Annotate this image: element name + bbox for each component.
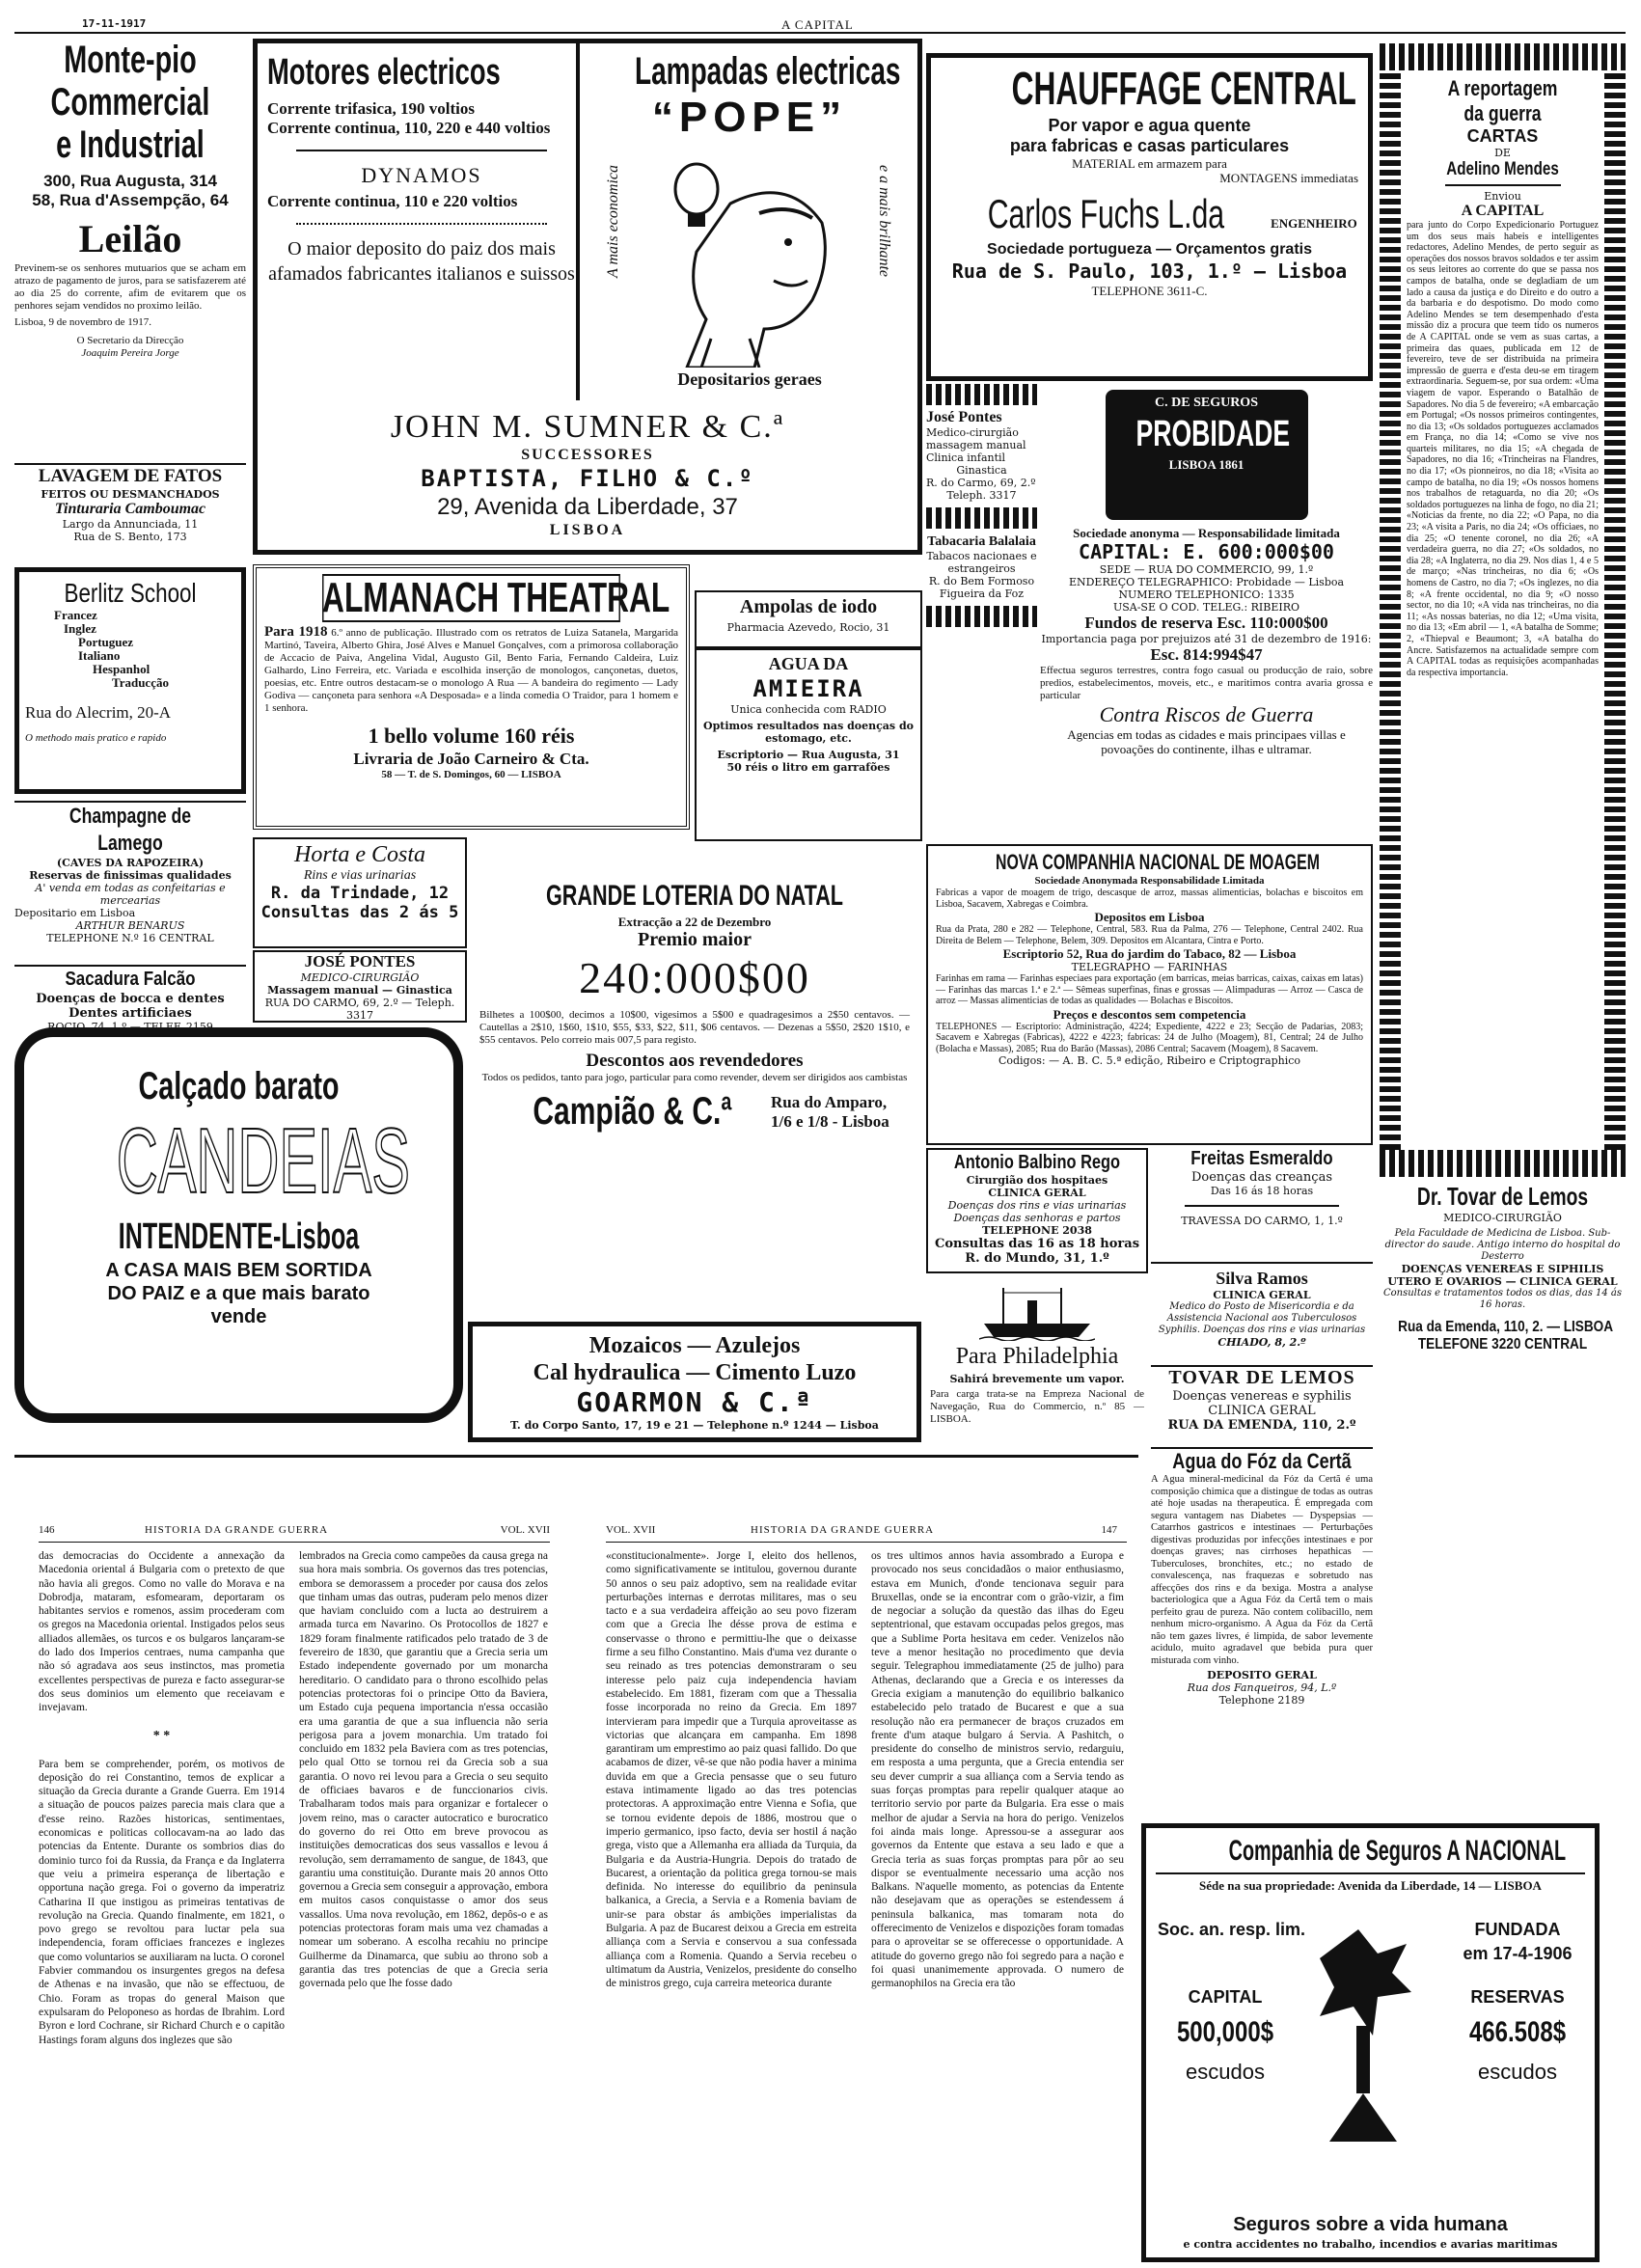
montepio-addr-2: 58, Rua d'Assempção, 64 (32, 191, 229, 209)
berlitz-note: O methodo mais pratico e rapido (25, 732, 167, 744)
book-left-col1-text: das democracias do Occidente a annexação da Macedonia oriental á Bulgaria com o pretexto de que não havia ali gregos. Como no valle do Morava e na Dobrodja, mataram, esfomearam, deportaram os habitantes servios e romenos, assim procederam com os gregos na Macedonia oriental. Instigados pelos seus alliados allemães, os turcos e os bulgaros lançaram-se do lado dos Imperios centraes, numa campanha que não só agradava aos seus instinctos, mas prometia excellentes perspectivas de pureza e facto assegurar-se dos seus dominios um elemento que receiavam e invejavam. (39, 1550, 285, 1714)
montepio-title-2: Commercial (50, 81, 210, 123)
probidade-l4: NUMERO TELEPHONICO: 1335 (1118, 588, 1295, 601)
berlitz-lang-2: Inglez (64, 621, 96, 636)
calcado-l6: vende (210, 1306, 267, 1327)
loteria-text: Bilhetes a 100$00, decimos a 10$00, vigesimos a 5$00 e quadragesimos a 2$50 centavos. — Cautellas a 2$10, 1$60, 1$10, $55, $33, $22, $11, $06 centavos. — Dezenas a 5$50, 2$20 1$10, e $55 centavos. Pelo correio mais 007,5 para registo. (479, 1009, 910, 1046)
tovar2-tel: TELEFONE 3220 CENTRAL (1417, 1336, 1588, 1353)
silva-ad (1151, 1269, 1373, 1365)
agua-text: A Agua mineral-medicinal da Fóz da Certã é uma composição chimica que a distingue de todas as outras até hoje usadas na therapeutica. É empregada com segura vantagem nas Diabetes — Dyspepsias — Catarrhos gastricos e intestinaes — Perturbações digestivas produzidas por infecções intestinaes e por doenças graves; nas cirrhoses hepathicas — Tuberculoses, bronchites, etc.; no estado de convalescença, nas fraquezas e sobretudo nas affecções dos rins e da bexiga. Mostra a analyse bacteriologica que a Agua Fóz da Certã tem o mais perfeito grau de pureza. Não contem colibacillo, nem nenhum micro-organismo. A Agua da Fóz da Certã não tem gazes livres, é limpida, de sabor levemente acidulo, muito agradavel que bebida pura quer misturada com vinho. (1151, 1474, 1373, 1666)
nacional-title: Companhia de Seguros A NACIONAL (1228, 1835, 1567, 1867)
pontes-addr: R. do Carmo, 69, 2.º (926, 477, 1036, 489)
book-left-header (39, 1524, 550, 1537)
berlitz-lang-1: Francez (54, 608, 97, 622)
almanach-text: 6.º anno de publicação. Illustrado com os retratos de Luiza Satanela, Margarida Martinó, Taveira, Alberto Ghira, José Alves e Manuel Gonçalves, com a primorosa collaboração de Accacio de Paiva, Angelina Vidal, Augusto Gil, Bento Faria, Fernando Caldeira, Luiz Galhardo, Lino Ferreira, etc. Variada e escolhida inserção de monologos, cançonetas, duetos, poesias, etc. Entre outros destacam-se o monologo A Rua — A bandeira do regimento — Lady Godiva — cançoneta para senhora «A Desposada» e a linda comedia O Traidor, para 1 homem e 1 senhora. (264, 627, 678, 714)
page-header (39, 17, 1601, 33)
nacional-fund-2: em 17-4-1906 (1463, 1944, 1573, 1963)
tovar2-l5: Consultas e tratamentos todos os dias, das 14 ás 16 horas. (1382, 1288, 1623, 1310)
montepio-place: Lisboa, 9 de novembro de 1917. (14, 316, 152, 328)
chauffage-name: Carlos Fuchs L.da (988, 191, 1225, 236)
lampadas-vertical-1: A mais economica (605, 165, 621, 279)
book-left-rule (39, 1542, 550, 1543)
reportagem-text: para junto do Corpo Expedicionario Portuguez um dos seus mais habeis e intelligentes redactores, Adelino Mendes, de perto seguir as operações dos nossos bravos soldados e ter assim os seus leitores ao corrente do que se passa nos campos de batalha, onde se degladiam de um lado a causa da justiça e do Direito e do outro a da barbaria e do despotismo. Do modo como Adelino Mendes se tem desempenhado d'esta missão diz a procura que teem tido os numeros de A CAPITAL onde se vem as suas cartas, a primeira das quaes, publicada em 12 de fevereiro, teve de ser distribuida na primeira impressão de guerra e d'esta deu-se em tiragem extraordinaria. Seguem-se, por sua ordem: «Uma viagem de vapor. Esperando o Batalhão de Sapadores. No dia 5 de fevereiro; «A embarcação em Portugal; «Os nossos primeiros contingentes, no dia 13; «Os soldados portuguezes acclamados em França, no dia 14; «Como se vive nos quarteis militares, no dia 15; «A chegada de Sapadores, no dia 16; «Trincheiras na Flandres, no dia 17; «Os pionneiros, no dia 18; «Visita ao campo de batalha, no dia 19; «Os nossos homens nos trabalhos de retaguarda, no dia 20; «Os soldados portuguezes na linha de fogo, no dia 21; «Noticias da frente, no dia 22; «O Papa, no dia 23; «A visita a Paris, no dia 24; «Os officiaes, no dia 25; «O tenente coronel, no dia 26; «A verdadeira guerra, no dia 27; «Os soldados, no dia 28; «A Inglaterra, no dia 29. Nos dias 1, 4 e 5 de março; «Nas trincheiras, no dia 6; «Os homens de Castro, no dia 7; «Os inglezes, no dia 8; «A frente occidental, no dia 9; «O nosso sector, no dia 10; «A vida nas trincheiras, no dia 11; «As nossas baterias, no dia 12; «Uma visita, no dia 13; «Em abril — 1, «A batalha de Somme; 2, «Thiepval e Beaumont; 3, «A batalha do Ancre. Satisfazemos na actualidade sempre com A CAPITAL todas as requisições acompanhadas da respectiva importancia. (1407, 220, 1599, 678)
moagem-l2: Rua da Prata, 280 e 282 — Telephone, Central, 583. Rua da Palma, 276 — Telephone, Central 2402. Rua Direita de Belem — Telephone, Belem, 309. Depositos em Alcantara, Cintra e Porto. (936, 924, 1363, 946)
reportagem-l2: da guerra (1463, 101, 1542, 125)
probidade-l7: Effectua seguros terrestres, contra fogo casual ou producção de raio, sobre predios, estabelecimentos, moveis, etc., e maritimos contra avaria grossa e particular (1040, 665, 1373, 701)
tabacaria-border-bottom (926, 606, 1037, 627)
motores-l2: Corrente continua, 110, 220 e 440 voltios (267, 119, 551, 137)
book-left-page: 146 (39, 1524, 55, 1536)
ship-illustration (979, 1283, 1095, 1341)
champagne-l1: Reservas de finissimas qualidades (29, 869, 232, 882)
reportagem-border-top (1380, 43, 1626, 70)
moagem-precos: Preços e descontos sem competencia (1053, 1006, 1246, 1022)
horta-ad (253, 837, 467, 948)
moagem-l3: Farinhas em rama — Farinhas especiaes para exportação (em barricas, meias barricas, caixas, caixas em latas) — Farinhas das marcas 1.ª e 2.ª — Sêmeas superfinas, finas e grossas — Alimpaduras — Arroz — Casca de arroz — Massas alimenticias de todas as qualidades — Bolachas e Biscoitos. (936, 973, 1363, 1006)
motores-deposito: O maior deposito do paiz dos mais afamados fabricantes italianos e suissos (268, 238, 575, 285)
sumner-title: JOHN M. SUMNER & C.ª (390, 409, 785, 445)
silva-l4: CHIADO, 8, 2.º (1217, 1336, 1306, 1349)
book-left-col1 (39, 1549, 285, 2254)
moagem-l5: Codigos: — A. B. C. 5.ª edição, Ribeiro e Criptographico (998, 1054, 1301, 1067)
book-left-col2 (299, 1549, 548, 2254)
champagne-l2: A' venda em todas as confeitarias e mercearias (35, 882, 226, 907)
mozaicos-ad (468, 1322, 921, 1442)
motores-l3: Corrente continua, 110 e 220 voltios (267, 192, 518, 210)
probidade-l5: USA-SE O COD. TELEG.: RIBEIRO (1112, 601, 1300, 614)
agua-ad (1151, 1447, 1373, 1794)
page-divider (14, 1455, 1138, 1458)
tovar1-l1: Doenças venereas e syphilis (1172, 1389, 1352, 1404)
chauffage-l2: para fabricas e casas particulares (1009, 136, 1290, 155)
montepio-sign-1: O Secretario da Direcção (76, 335, 184, 346)
agua-tel: Telephone 2189 (1218, 1694, 1305, 1707)
agua-addr: Rua dos Fanqueiros, 94, L.º (1187, 1681, 1337, 1694)
tabacaria-l3: Figueira da Foz (939, 587, 1025, 600)
probidade-city: LISBOA (1168, 457, 1217, 472)
book-left-stars: * * (152, 1728, 171, 1743)
probidade-cap: CAPITAL: E. 600:000$00 (1079, 540, 1334, 563)
loteria-addr-1: Rua do Amparo, (771, 1092, 888, 1111)
pontes-l2: massagem manual (926, 439, 1026, 451)
silva-name: Silva Ramos (1216, 1269, 1308, 1288)
ampolas-title: Ampolas de iodo (739, 596, 878, 617)
loteria-l2: Premio maior (638, 929, 752, 950)
montepio-addr-1: 300, Rua Augusta, 314 (43, 172, 217, 190)
freitas-name: Freitas Esmeraldo (1190, 1148, 1333, 1169)
horta-l3: Consultas das 2 ás 5 (260, 903, 459, 922)
freitas-rule (1185, 1205, 1339, 1207)
book-page-left (39, 1524, 550, 2257)
header-date: 17-11-1917 (82, 17, 147, 30)
chauffage-l1: Por vapor e agua quente (1048, 116, 1251, 135)
philadelphia-ad (926, 1278, 1148, 1452)
chauffage-eng: ENGENHEIRO (1271, 216, 1357, 231)
lavagem-addr-2: Rua de S. Bento, 173 (73, 531, 187, 543)
montepio-title-3: e Industrial (56, 123, 205, 166)
berlitz-lang-5: Hespanhol (93, 662, 150, 676)
book-right-title: HISTORIA DA GRANDE GUERRA (751, 1524, 935, 1536)
nacional-cap: CAPITAL (1188, 1987, 1263, 2007)
chauffage-tel: TELEPHONE 3611-C. (1091, 284, 1208, 298)
almanach-ad (253, 564, 690, 830)
almanach-shop: Livraria de João Carneiro & Cta. (353, 750, 589, 768)
chauffage-l4: MONTAGENS immediatas (1219, 171, 1358, 185)
nacional-fund-1: FUNDADA (1474, 1920, 1561, 1939)
nacional-capu: escudos (1186, 2060, 1265, 2084)
chauffage-addr: Rua de S. Paulo, 103, 1.º — Lisboa (951, 260, 1348, 283)
book-left-col2-text: lembrados na Grecia como campeões da causa grega na sua hora mais sombria. Os governos das tres potencias, embora se demorassem a proceder por causa dos zelos que tinham umas das outras, puderam pelo menos dizer que haviam concluido com a lucta ao destruirem a armada turca em Navarino. Os Protocollos de 1827 e 1829 foram finalmente ratificados pelo tratado de 3 de fevereiro de 1830, que garantiu que a Grecia seria um Estado independente governado por um monarcha hereditario. O candidato para o throno escolhido pelas potencias protectoras foi o principe Otto da Baviera, um Estado cuja pequena importancia n'essa occasião era uma garantia de que a sua influencia não seria perigosa para a jovem monarchia. Um tratado foi concluido em 1832 pela Baviera com as tres potencias, pelo qual Otto se tornou rei da Grecia sob a sua garantia. O novo rei levou para a Grecia o seu sequito de officiaes bavaros e de funccionarios civis. Trabalharam todos mais para organizar e fortalecer o jovem reino, mas o caracter autocratico e burocratico do governo do rei Otto em breve provocou as instituições democraticas dos seus vassallos e levou á revolução, sem derramamento de sangue, de 1843, que garantiu uma constituição. Durante mais 20 annos Otto governou a Grecia sem conseguir a approvação, embora em muitos casos conquistasse o amor dos seus vassallos. Uma nova revolução, em 1862, depôs-o e as potencias protectoras foram mais uma vez chamadas a nomear um soberano. A escolha recahiu no principe Guilherme da Dinamarca, que subiu ao throno sob a garantia das tres potencias de que a Grecia seria governada pelo que lhe fosse dado (299, 1550, 548, 1990)
moagem-ad (926, 844, 1373, 1145)
pontes-l4: Ginastica (956, 464, 1007, 477)
tovar2-l4: UTERO E OVARIOS — CLINICA GERAL (1387, 1275, 1618, 1288)
probidade-esc: Esc. 814:994$47 (1150, 645, 1263, 664)
almanach-addr: 58 — T. de S. Domingos, 60 — LISBOA (381, 769, 561, 780)
reportagem-border-right (1604, 70, 1626, 1150)
nacional-l1: Seguros sobre a vida humana (1233, 2214, 1508, 2235)
berlitz-addr: Rua do Alecrim, 20-A (25, 703, 172, 722)
montepio-title-1: Monte-pio (64, 39, 197, 81)
lavagem-addr-1: Largo da Annunciada, 11 (62, 518, 199, 531)
champagne-l4: ARTHUR BENARUS (75, 919, 185, 932)
tovar1-name: TOVAR DE LEMOS (1168, 1367, 1355, 1388)
amieira-l4: 50 réis o litro em garrafões (726, 761, 890, 774)
reportagem-content (1407, 76, 1599, 1147)
sumner-name-block (258, 408, 917, 539)
reportagem-border-bottom (1380, 1150, 1626, 1177)
almanach-title: ALMANACH THEATRAL (322, 574, 670, 621)
tovar1-addr: RUA DA EMENDA, 110, 2.º (1167, 1418, 1356, 1433)
amieira-ad (695, 648, 922, 841)
balbino-l5: Consultas das 16 as 18 horas (934, 1237, 1140, 1251)
mozaicos-l1: Mozaicos — Azulejos (588, 1333, 801, 1358)
montepio-sign-2: Joaquim Pereira Jorge (81, 347, 179, 359)
book-left-title: HISTORIA DA GRANDE GUERRA (145, 1524, 329, 1536)
reportagem-rule (1445, 184, 1561, 186)
moagem-esc: Escriptorio 52, Rua do jardim do Tabaco, 82 — Lisboa (1002, 946, 1297, 961)
balbino-l1: Cirurgião dos hospitaes (966, 1174, 1108, 1187)
philadelphia-l1: Sahirá brevemente um vapor. (949, 1373, 1125, 1385)
loteria-l1: Extracção a 22 de Dezembro (617, 915, 772, 929)
agua-dep: DEPOSITO GERAL (1207, 1669, 1317, 1681)
horta-title: Horta e Costa (293, 842, 425, 867)
motores-block (267, 51, 576, 398)
lampadas-block (586, 49, 914, 401)
philadelphia-l2: Para carga trata-se na Empreza Nacional de Navegação, Rua do Commercio, n.º 85 — LISBOA. (930, 1388, 1144, 1425)
horta-l2: R. da Trindade, 12 (270, 884, 450, 903)
probidade-l3: ENDEREÇO TELEGRAPHICO: Probidade — Lisboa (1068, 576, 1345, 588)
pontes2-l1: MEDICO-CIRURGIÃO (300, 971, 420, 984)
moagem-l4: TELEPHONES — Escriptorio: Administração, 4224; Expediente, 4222 e 23; Secção de Padarias, 2083; Sacavem e Xabregas (Fabricas), 4222 e 4223; fabricas: 24 de Julho (Moagem), 81, Central; 24 de Julho (Bolacha e Massas), 2085; Rua do Barão (Massas), 2086 Central; Sacavem (Moagem), 8 Sacavem. (936, 1021, 1363, 1054)
pontes-border-top (926, 384, 1037, 405)
montepio-text: Previnem-se os senhores mutuarios que se acham em atrazo de pagamento de juros, para se satisfazerem até ao dia 25 do corrente, afim de evitarem que os penhores sejam vendidos no proximo leilão. (14, 262, 246, 312)
pontes2-ad (253, 950, 467, 1023)
probidade-l8: Agencias em todas as cidades e mais principaes villas e povoações do continente, ilhas e ultramar. (1067, 727, 1346, 756)
lampadas-dep: Depositarios geraes (677, 369, 822, 389)
tabacaria-l2: R. do Bem Formoso (928, 575, 1035, 587)
freitas-ad (1151, 1148, 1373, 1264)
motores-rule (296, 150, 547, 151)
header-paper: A CAPITAL (781, 17, 854, 32)
lavagem-sub: FEITOS OU DESMANCHADOS (41, 488, 220, 501)
horta-l1: Rins e vias urinarias (303, 868, 417, 883)
reportagem-ad (1380, 43, 1626, 1177)
nacional-resv: 466.508$ (1468, 2016, 1567, 2048)
reportagem-l5: Adelino Mendes (1446, 159, 1559, 179)
probidade-ribbon: C. DE SEGUROS (1155, 396, 1258, 410)
lavagem-title: LAVAGEM DE FATOS (38, 466, 223, 486)
nacional-ad (1141, 1823, 1600, 2262)
tovar2-name: Dr. Tovar de Lemos (1416, 1182, 1589, 1211)
tabacaria-border-top (926, 507, 1037, 529)
reportagem-l4: DE (1494, 147, 1511, 159)
amieira-l3: Escriptorio — Rua Augusta, 31 (717, 749, 900, 761)
reportagem-l1: A reportagem (1447, 76, 1558, 100)
lavagem-ad (14, 463, 246, 564)
moagem-dep: Depositos em Lisboa (1094, 910, 1205, 924)
ampolas-ad (695, 590, 922, 648)
silva-l1: CLINICA GERAL (1213, 1289, 1311, 1301)
philadelphia-name: Para Philadelphia (955, 1344, 1119, 1369)
nacional-emblem (1291, 1920, 1436, 2151)
sacadura-l2: Dentes artificiaes (68, 1006, 192, 1021)
berlitz-lang-4: Italiano (78, 648, 121, 663)
balbino-addr: R. do Mundo, 31, 1.º (965, 1251, 1109, 1266)
calcado-ad (14, 1027, 463, 1423)
sacadura-l1: Doenças de bocca e dentes (36, 992, 225, 1006)
berlitz-lang-3: Portuguez (78, 635, 134, 649)
freitas-l1: Doenças das creanças (1190, 1170, 1333, 1185)
nacional-res: RESERVAS (1470, 1987, 1565, 2007)
sumner-baptista: BAPTISTA, FILHO & C.º (421, 465, 754, 492)
balbino-name: Antonio Balbino Rego (953, 1152, 1121, 1173)
tabacaria-l1: Tabacos nacionaes e estrangeiros (926, 550, 1037, 575)
tovar1-ad (1151, 1365, 1373, 1442)
chauffage-name-row (941, 191, 1358, 237)
loteria-desc: Descontos aos revendedores (586, 1051, 804, 1071)
moagem-l1: Fabricas a vapor de moagem de trigo, descasque de arroz, massas alimenticias, bolachas e biscoitos em Lisboa, Sacavem, Xabregas e Coimbra. (936, 888, 1363, 910)
tovar2-addr: Rua da Emenda, 110, 2. — LISBOA (1398, 1319, 1614, 1335)
nacional-capv: 500,000$ (1176, 2016, 1274, 2048)
probidade-ad (1040, 384, 1373, 837)
reportagem-cap: A CAPITAL (1461, 203, 1545, 219)
loteria-ad (468, 849, 921, 1288)
probidade-year: 1861 (1218, 457, 1244, 472)
loteria-text2: Todos os pedidos, tanto para jogo, particular para como revender, devem ser dirigidos aos cambistas (481, 1072, 908, 1083)
header-rule (14, 32, 1626, 34)
mozaicos-l2: Cal hydraulica — Cimento Luzo (533, 1360, 857, 1385)
moagem-title: NOVA COMPANHIA NACIONAL DE MOAGEM (996, 850, 1320, 874)
berlitz-title: Berlitz School (64, 578, 197, 608)
chauffage-l3: MATERIAL em armazem para (1072, 156, 1227, 171)
pontes2-name: JOSÉ PONTES (304, 952, 416, 970)
sumner-ad (253, 39, 922, 555)
calcado-l3: INTENDENTE-Lisboa (118, 1216, 360, 1257)
silva-l2: Medico do Posto de Misericordia e da Assistencia Nacional aos Tuberculosos (1166, 1301, 1357, 1324)
tabacaria-title: Tabacaria Balalaia (927, 534, 1036, 549)
motores-l1: Corrente trifasica, 190 voltios (267, 99, 475, 118)
probidade-title: PROBIDADE (1135, 414, 1290, 454)
calcado-l2: CANDEIAS (116, 1109, 410, 1213)
sumner-succ: SUCCESSORES (521, 447, 654, 463)
balbino-ad (926, 1148, 1148, 1273)
mozaicos-name: GOARMON & C.ª (576, 1386, 813, 1418)
loteria-title: GRANDE LOTERIA DO NATAL (546, 880, 843, 912)
lavagem-name: Tinturaria Camboumac (54, 501, 206, 517)
balbino-l2: CLINICA GERAL (988, 1187, 1086, 1199)
tovar2-l3: DOENÇAS VENEREAS E SIPHILIS (1401, 1263, 1604, 1275)
book-right-rule (606, 1542, 1127, 1543)
loteria-signature (479, 1090, 910, 1134)
amieira-l1: Unica conhecida com RADIO (730, 703, 887, 716)
pontes-col (926, 384, 1037, 837)
calcado-l1: Calçado barato (138, 1065, 340, 1107)
montepio-ad (14, 39, 246, 482)
loteria-addr-2: 1/6 e 1/8 - Lisboa (771, 1111, 889, 1131)
reportagem-border-left (1380, 70, 1401, 1150)
mozaicos-addr: T. do Corpo Santo, 17, 19 e 21 — Telephone n.º 1244 — Lisboa (510, 1419, 879, 1432)
book-right-header (606, 1524, 1127, 1537)
sumner-city: LISBOA (549, 522, 626, 538)
lampadas-vertical-2: e a mais brilhante (876, 165, 892, 277)
book-right-col2-text: os tres ultimos annos havia assombrado a Europa e provocado nos seus concidadãos o maior enthusiasmo, estava em Munich, d'onde tencionava seguir para Bruxellas, onde se ia encontrar com o grão-vizir, a fim de negociar a solução da questão das ilhas do Egeu septentrional, que estavam occupadas pelos gregos, mas que a Sublime Porta hesitava em ceder. Venizelos não teve a menor hesitação no procedimento que devia seguir. Telegraphou immediatamente (25 de julho) para Athenas, declarando que a Grecia e os interesses da Grecia exigiam a manutenção do equilibrio balkanico estabelecido pelo tratado de Bucarest e que a sua resolução não era permanecer de braços cruzados em frente d'um ataque bulgaro á Servia. A Pashitch, o presidente do conselho de ministros servio, redarguiu, em resposta a uma pergunta, que a Grecia entendia ser seu dever cumprir a sua alliança com a Servia tendo as suas forças promptas para repelir qualquer ataque ao territorio servio por parte da Bulgaria. Era esse o mais melhor de ajudar a Servia na hora do perigo. Venizelos foi ainda mais longe. Apressou-se a assegurar aos governos da Entente que estava a seu lado e que a Grecia teria as suas forças promptas para pôr ao seu dispor se eventualmente necessario uma acção nos Balkans. N'aquelle momento, as potencias da Entente não desejavam que as operações se estendessem á peninsula balkanica, mas tomaram nota do offerecimento de Venizelos e dispozições foram tomadas para o aproveitar se se offerecesse o opportunidade. A atitude do governo grego não foi segredo para a nação e foi quasi unanimemente approvada. O numero de germanophilos na Grecia era tão (871, 1550, 1124, 1990)
book-right-vol: VOL. XVII (606, 1524, 656, 1536)
sacadura-l3: ROCIO, 74, 1.º — TELEF. 2159 (47, 1021, 213, 1033)
probidade-contra: Contra Riscos de Guerra (1099, 702, 1314, 726)
amieira-head: AGUA DA (768, 654, 849, 673)
sacadura-title: Sacadura Falcão (65, 969, 196, 990)
champagne-title: Champagne de Lamego (68, 804, 192, 855)
amieira-title: AMIEIRA (752, 675, 864, 702)
berlitz-lang-6: Traducção (112, 675, 169, 690)
probidade-l2: SEDE — RUA DO COMMERCIO, 99, 1.º (1099, 563, 1314, 576)
nacional-l2: e contra accidentes no trabalho, incendios e avarias maritimas (1183, 2238, 1558, 2251)
montepio-leilao: Leilão (78, 217, 182, 260)
tovar1-l2: CLINICA GERAL (1208, 1404, 1316, 1418)
pontes-tel: Teleph. 3317 (946, 489, 1017, 502)
champagne-l5: TELEPHONE N.º 16 CENTRAL (46, 932, 214, 944)
lampadas-brand: “POPE” (651, 94, 848, 141)
almanach-year: Para 1918 (264, 624, 328, 640)
nacional-resu: escudos (1478, 2060, 1557, 2084)
loteria-prize: 240:000$00 (579, 953, 810, 1002)
tovar2-ad (1380, 1182, 1626, 1365)
chauffage-title: CHAUFFAGE CENTRAL (1011, 64, 1356, 115)
lampadas-title: Lampadas electricas (635, 50, 901, 93)
pontes2-l3: RUA DO CARMO, 69, 2.º — Teleph. 3317 (264, 997, 455, 1022)
book-right-col2 (871, 1549, 1124, 2254)
berlitz-ad (14, 567, 246, 794)
tovar2-l2: Pela Faculdade de Medicina de Lisboa. Sub-director do saude. Antigo interno do hospital do Desterro (1384, 1228, 1621, 1262)
reportagem-l6: Enviou (1484, 190, 1521, 203)
champagne-ad (14, 801, 246, 945)
book-right-col1-text: «constitucionalmente». Jorge I, eleito dos hellenos, como significativamente se intitulou, governou durante 50 annos o seu paiz adoptivo, sem na realidade evitar perturbações internas e derrotas militares, mas o seu tacto e a sua verdadeira affeição ao seu povo fizeram com que a Grecia lhe désse prova de estima e conservasse o throno e permittiu-lhe que o deixasse firme a seu filho Constantino. Mais d'uma vez durante o seu reinado as tres potencias demonstraram o seu interesse pelo paiz cuja independencia haviam estabelecido. Em 1881, fizeram com que a Thessalia fosse incorporada no reino da Grecia. Em 1897 intervieram para impedir que a Turquia aproveitasse as victorias que alcançara em campanha. Em 1898 garantiram um emprestimo ao paiz quasi fallido. Do que acabamos de dizer, vê-se que não podia haver a minima duvida em que a Grecia pensasse que o seu futuro estava intimamente ligado ao das tres potencias protectoras. A approximação entre Vienna e Sofia, que se tornou evidente depois de 1886, mostrou que o imperio germanico, ipso facto, devia ser hostil á nação grega, visto que a Allemanha era alliada da Turquia, da Bulgaria e da Austria-Hungria. Depois do tratado de Bucarest, a orientação da politica grega tornou-se mais definida. No interesse do equilibrio da peninsula balkanica, a Grecia, a Servia e a Romenia baviam de unir-se para obstar ás ambições imperialistas da Bulgaria. A paz de Bucarest deixou a Grecia em estreita alliança com a Servia e conservou a sua confessada alliança com a Romenia. Quando a Servia recebeu o ultimatum da Austria, Venizelos, presidente do conselho de ministros grego, cuja carreira meteorica durante (606, 1550, 857, 1990)
probidade-fund: Fundos de reserva Esc. 110:000$00 (1084, 614, 1328, 632)
motores-rule-2 (296, 223, 547, 225)
chauffage-l5: Sociedade portugueza — Orçamentos gratis (987, 241, 1312, 258)
moagem-sub: Sociedade Anonymada Responsabilidade Limitada (1034, 875, 1265, 887)
loteria-name: Campião & C.ª (533, 1090, 732, 1133)
probidade-year-row (1106, 457, 1308, 472)
sumner-addr: 29, Avenida da Liberdade, 37 (437, 494, 738, 520)
pontes-name: José Pontes (926, 409, 1002, 425)
reportagem-l3: CARTAS (1466, 126, 1539, 146)
calcado-l4: A CASA MAIS BEM SORTIDA (105, 1260, 372, 1281)
sumner-divider (576, 43, 580, 400)
freitas-l2: Das 16 ás 18 horas (1210, 1185, 1314, 1197)
book-left-col1b-text: Para bem se comprehender, porém, os motivos de deposição do rei Constantino, temos de explicar a situação da Grecia durante a Grande Guerra. Em 1914 a situação de poucos paizes parecia mais clara que a d'esse reino. Razões historicas, sentimentaes, economicas e politicas collocavam-na ao lado das potencias da Entente. Durante os sombrios dias do dominio turco foi da Russia, da França e da Inglaterra que veiu a primeira esperança de libertação e opportuna nação grega. Foi o governo da imperatriz Catharina II que instigou as primeiras tentativas de revolução na Grecia. Quando finalmente, em 1821, o povo grego se revoltou para luctar pela sua independencia, foram officiaes francezes e inglezes que como voluntarios se auxiliaram na lucta. O coronel Fabvier commandou os insurgentes gregos na defesa de Athenas e na invasão, que não se effectuou, de Chio. Foram as tropas do general Maison que expulsaram do Peloponeso as hordas de Ibrahim. Lord Byron e lord Cochrane, sir Richard Church e o capitão Hastings foram alguns dos inglezes que são (39, 1758, 285, 2046)
motores-title: Motores electricos (267, 52, 501, 93)
chauffage-ad (926, 53, 1373, 381)
dynamos-title: DYNAMOS (361, 163, 482, 187)
calcado-l5: DO PAIZ e a que mais barato (107, 1283, 370, 1304)
balbino-l4: Doenças das senhoras e partos (953, 1212, 1121, 1224)
champagne-sub: (CAVES DA RAPOZEIRA) (56, 857, 205, 869)
champagne-l3: Depositario em Lisboa (14, 907, 136, 919)
pontes-l1: Medico-cirurgião (926, 426, 1019, 439)
nacional-sede: Séde na sua propriedade: Avenida da Liberdade, 14 — LISBOA (1199, 1878, 1542, 1893)
book-right-page: 147 (1101, 1524, 1117, 1536)
balbino-tel: TELEPHONE 2038 (982, 1224, 1092, 1237)
probidade-l6: Importancia paga por prejuizos até 31 de dezembro de 1916: (1041, 633, 1372, 645)
silva-l3: Syphilis. Doenças dos rins e vias urinarias (1158, 1325, 1366, 1335)
agua-title: Agua do Fóz da Certã (1172, 1449, 1352, 1473)
moagem-tel: TELEGRAPHO — FARINHAS (1071, 961, 1228, 973)
tovar2-l1: MEDICO-CIRURGIÃO (1443, 1212, 1562, 1224)
pope-lamp-illustration (653, 146, 846, 368)
probidade-l1: Sociedade anonyma — Responsabilidade limitada (1073, 526, 1340, 540)
probidade-emblem (1106, 390, 1308, 520)
nacional-soc: Soc. an. resp. lim. (1158, 1920, 1306, 1939)
book-page-right (606, 1524, 1127, 2257)
almanach-price: 1 bello volume 160 réis (368, 724, 575, 748)
nacional-rule (1156, 1872, 1585, 1874)
book-left-vol: VOL. XVII (500, 1524, 550, 1536)
pontes-l3: Clinica infantil (926, 451, 1006, 464)
ampolas-addr: Pharmacia Azevedo, Rocio, 31 (726, 621, 890, 634)
book-right-col1 (606, 1549, 857, 2254)
balbino-l3: Doenças dos rins e vias urinarias (947, 1199, 1127, 1212)
amieira-l2: Optimos resultados nas doenças do estomago, etc. (702, 720, 914, 745)
pontes2-l2: Massagem manual — Ginastica (267, 984, 452, 997)
freitas-addr: TRAVESSA DO CARMO, 1, 1.º (1181, 1215, 1343, 1227)
